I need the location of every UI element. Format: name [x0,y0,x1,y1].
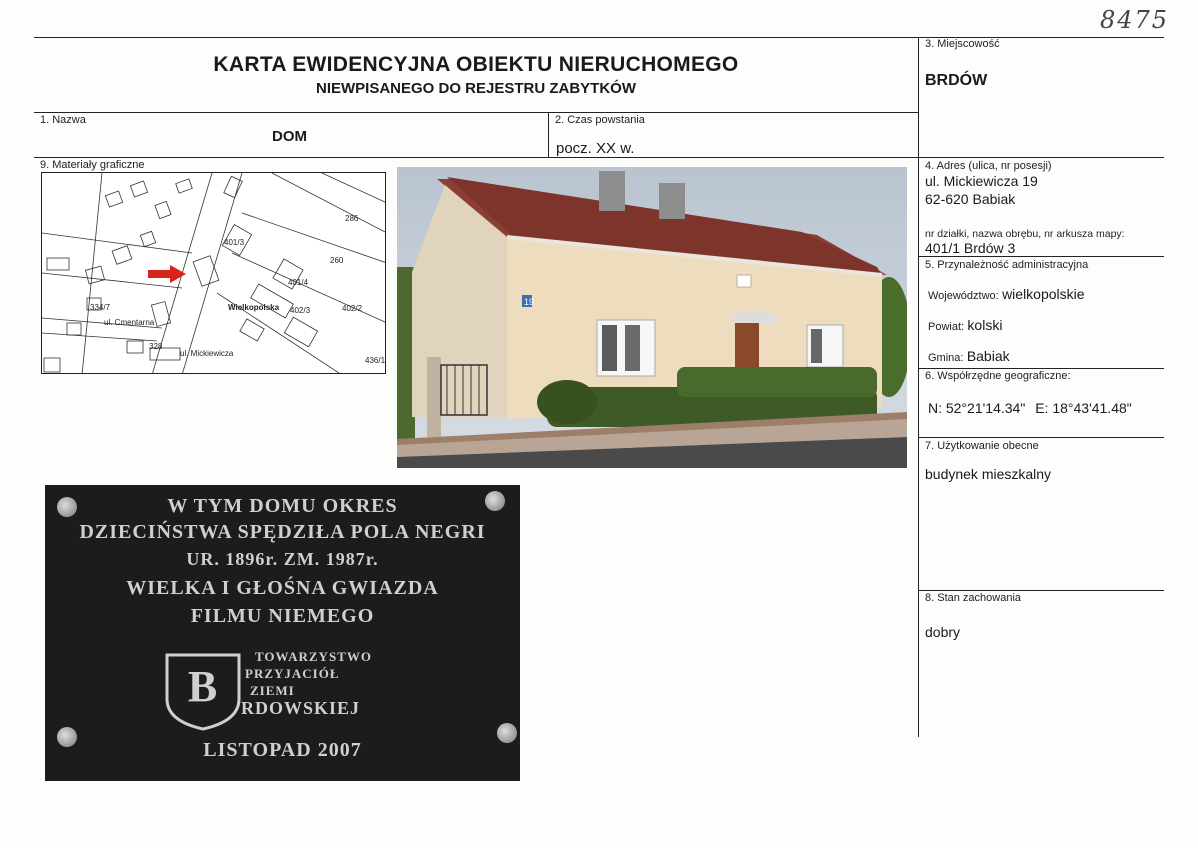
admin-section-line [918,256,1164,257]
plaque-date: LISTOPAD 2007 [203,739,362,761]
condition-section-line [918,590,1164,591]
map-plot-436-1: 436/1 [365,356,386,365]
house-number-plate: 19 [524,297,535,307]
header-bottom-line [34,112,918,113]
coords-row [928,400,1132,416]
map-street-wielkopolska: Wielkopolska [228,303,280,312]
condition-value: dobry [925,624,961,640]
map-drawing [42,173,386,374]
map-street-mickiewicza: ul. Mickiewicza [180,349,234,358]
address-label: 4. Adres (ulica, nr posesji) [925,160,1052,172]
name-period-divider [548,112,549,158]
usage-section-line [918,437,1164,438]
right-column-divider [918,37,919,737]
cadastral-map [41,172,386,374]
parcel-value: 401/1 Brdów 3 [925,240,1016,256]
society-name: RDOWSKIEJ [241,698,361,718]
county-label: Powiat: [928,321,965,333]
society-line-2: PRZYJACIÓŁ [245,666,340,681]
name-value: DOM [272,128,307,145]
county-value: kolski [967,317,1003,333]
voivodeship-value: wielkopolskie [1002,286,1085,302]
period-value: pocz. XX w. [556,140,635,157]
commune-label: Gmina: [928,352,964,364]
commune-row [928,348,1010,364]
society-line-1: TOWARZYSTWO [255,649,372,664]
name-label: 1. Nazwa [40,114,86,126]
parcel-label: nr działki, nazwa obrębu, nr arkusza mapy: [925,228,1125,240]
voivodeship-label: Województwo: [928,290,999,302]
society-emblem-shield [165,653,241,731]
map-plot-334-7: 334/7 [90,303,111,312]
voivodeship-row [928,286,1085,302]
map-plot-401-4: 401/4 [288,278,309,287]
locality-value: BRDÓW [925,72,988,89]
card-subtitle: NIEWPISANEGO DO REJESTRU ZABYTKÓW [315,80,637,97]
condition-label: 8. Stan zachowania [925,592,1022,604]
society-line-3: ZIEMI [250,683,295,698]
commune-value: Babiak [966,348,1010,364]
coords-north: N: 52°21'14.34" [928,400,1026,416]
plaque-line-2: DZIECIŃSTWA SPĘDZIŁA POLA NEGRI [79,521,486,543]
map-plot-402-3: 402/3 [290,306,311,315]
coords-label: 6. Współrzędne geograficzne: [925,370,1071,382]
house-illustration [397,167,907,468]
emblem-letter: B [187,662,219,711]
map-plot-402-2: 402/2 [342,304,363,313]
map-street-cmentarna: ul. Cmentarna [104,318,155,327]
coords-section-line [918,368,1164,369]
map-plot-286: 286 [345,214,359,223]
plaque-line-1: W TYM DOMU OKRES [167,495,398,517]
county-row [928,317,1002,333]
plaque-line-4: WIELKA I GŁOŚNA GWIAZDA [126,577,439,599]
admin-label: 5. Przynależność administracyjna [925,259,1089,271]
map-plot-328: 328 [149,342,163,351]
map-plot-260: 260 [330,256,344,265]
plaque-line-3: UR. 1896r. ZM. 1987r. [186,549,379,569]
usage-value: budynek mieszkalny [925,466,1052,482]
locality-label: 3. Miejscowość [925,38,1000,50]
handwritten-catalog-number: 8475 [1100,6,1170,34]
house-photo [397,167,907,468]
address-line1: ul. Mickiewicza 19 [925,173,1038,189]
plaque-line-5: FILMU NIEMEGO [190,605,375,627]
card-title: KARTA EWIDENCYJNA OBIEKTU NIERUCHOMEGO [213,53,739,76]
address-line2: 62-620 Babiak [925,191,1016,207]
usage-label: 7. Użytkowanie obecne [925,440,1039,452]
graphics-label: 9. Materiały graficzne [40,159,145,171]
period-label: 2. Czas powstania [555,114,645,126]
address-section-line [918,157,1164,158]
memorial-plaque-photo [45,485,520,781]
coords-east: E: 18°43'41.48" [1035,400,1132,416]
map-plot-401-3: 401/3 [224,238,245,247]
